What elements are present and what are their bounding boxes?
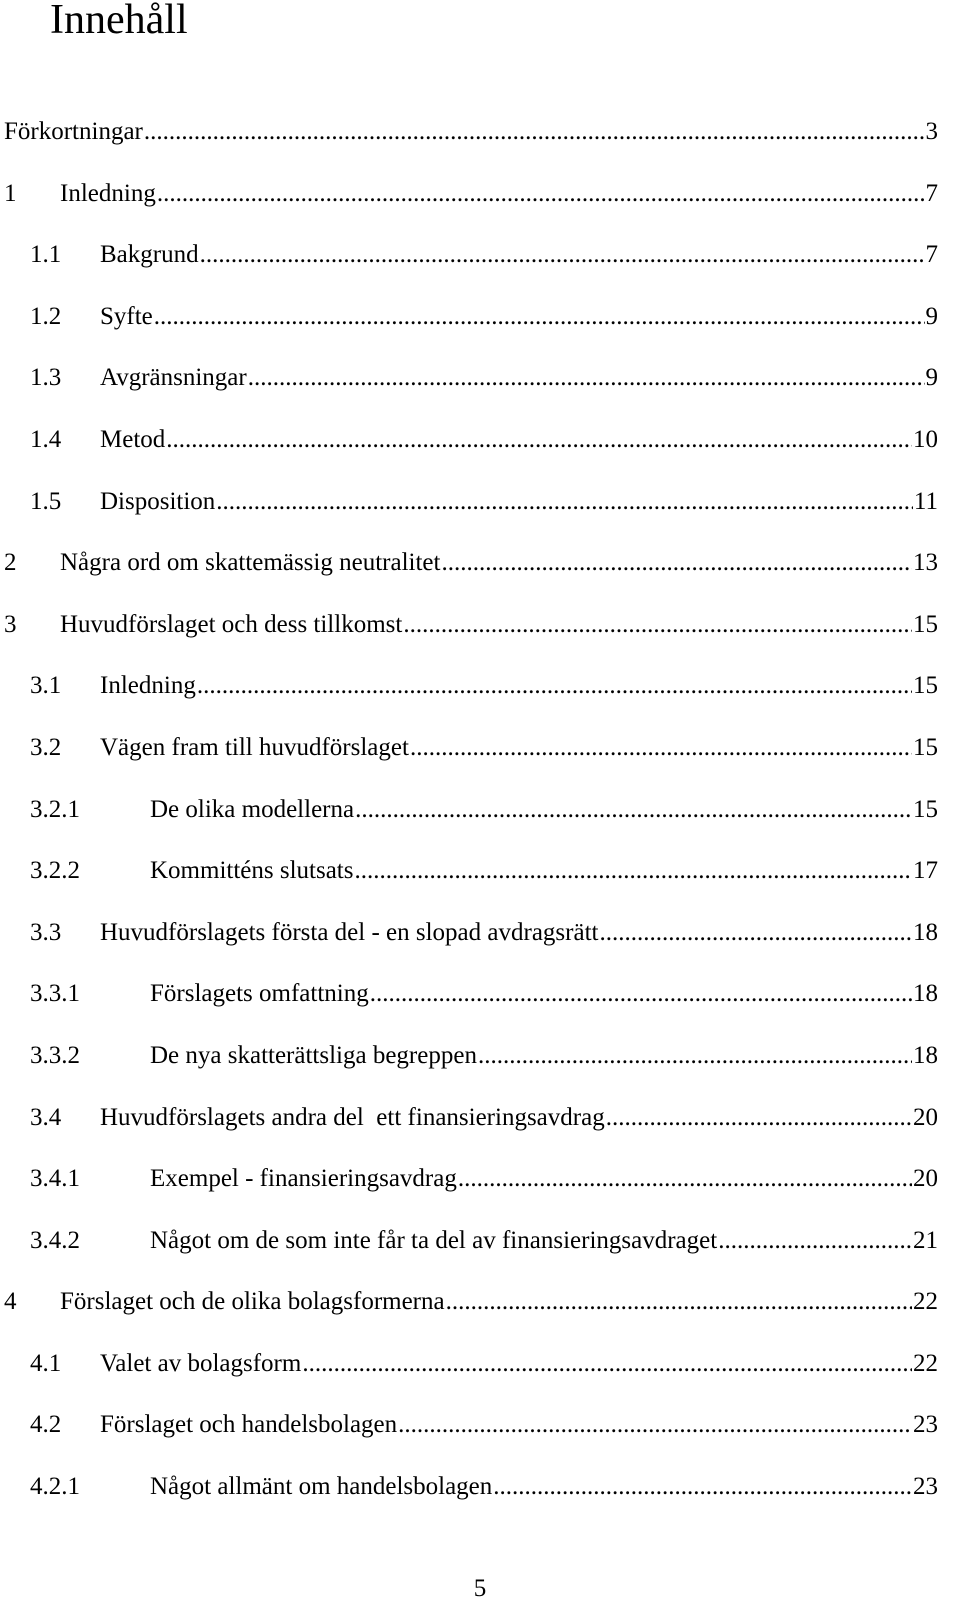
toc-entry-page: 7 <box>925 241 938 269</box>
toc-entry-number: 3.3.1 <box>30 980 80 1008</box>
toc-entry[interactable] <box>0 113 960 175</box>
toc-entry-page: 9 <box>925 302 938 330</box>
toc-entry[interactable] <box>0 606 960 668</box>
toc-entry[interactable] <box>0 1345 960 1407</box>
toc-entry-number: 3.3.2 <box>30 1041 80 1069</box>
toc-entry-title: Förslaget och handelsbolagen <box>100 1411 398 1439</box>
dot-leader <box>599 914 912 952</box>
toc-entry-title: De olika modellerna <box>150 795 355 823</box>
toc-entry[interactable] <box>0 1160 960 1222</box>
toc-entry[interactable] <box>0 852 960 914</box>
toc-entry-number: 4.1 <box>30 1349 62 1377</box>
dot-leader <box>302 1345 912 1383</box>
toc-entry[interactable] <box>0 1099 960 1161</box>
toc-entry-number: 3.2 <box>30 733 62 761</box>
dot-leader <box>398 1406 912 1444</box>
toc-entry[interactable] <box>0 483 960 545</box>
toc-entry-page: 23 <box>913 1473 938 1501</box>
toc-entry-title: Inledning <box>60 179 156 207</box>
toc-entry-title: Något allmänt om handelsbolagen <box>150 1473 493 1501</box>
toc-entry-page: 22 <box>913 1349 938 1377</box>
toc-entry-number: 4.2.1 <box>30 1473 80 1501</box>
toc-entry-page: 18 <box>913 918 938 946</box>
toc-entry-page: 15 <box>913 733 938 761</box>
toc-entry-title: Förslagets omfattning <box>150 980 369 1008</box>
toc-entry[interactable] <box>0 175 960 237</box>
toc-entry[interactable] <box>0 791 960 853</box>
table-of-contents <box>0 113 960 1530</box>
toc-entry[interactable] <box>0 1468 960 1530</box>
toc-entry-page: 3 <box>925 118 938 145</box>
toc-entry[interactable] <box>0 298 960 360</box>
dot-leader <box>370 975 912 1013</box>
toc-entry-number: 1 <box>4 179 17 207</box>
toc-entry-number: 3.1 <box>30 672 62 700</box>
dot-leader <box>154 298 925 336</box>
toc-entry-page: 23 <box>913 1411 938 1439</box>
toc-entry-title: Kommitténs slutsats <box>150 857 354 885</box>
toc-entry-title: Något om de som inte får ta del av finansieringsavdraget <box>150 1226 718 1254</box>
dot-leader <box>403 606 912 644</box>
toc-entry-number: 3 <box>4 610 17 638</box>
toc-entry[interactable] <box>0 667 960 729</box>
toc-entry-number: 1.3 <box>30 364 62 392</box>
toc-entry-title: Avgränsningar <box>100 364 247 392</box>
toc-entry-page: 10 <box>913 425 938 453</box>
toc-entry-page: 18 <box>913 980 938 1008</box>
dot-leader <box>410 729 912 767</box>
dot-leader <box>446 1283 912 1321</box>
toc-entry-number: 3.2.1 <box>30 795 80 823</box>
dot-leader <box>157 175 925 213</box>
toc-entry-page: 11 <box>913 487 938 515</box>
toc-entry[interactable] <box>0 421 960 483</box>
toc-entry-page: 18 <box>913 1041 938 1069</box>
toc-entry[interactable] <box>0 236 960 298</box>
toc-entry-number: 3.4.2 <box>30 1226 80 1254</box>
toc-entry-number: 3.4.1 <box>30 1165 80 1193</box>
toc-entry-page: 15 <box>913 672 938 700</box>
dot-leader <box>441 544 912 582</box>
dot-leader <box>493 1468 912 1506</box>
toc-entry-title: Förkortningar <box>4 118 143 145</box>
dot-leader <box>166 421 912 459</box>
toc-entry[interactable] <box>0 1037 960 1099</box>
toc-entry-title: Disposition <box>100 487 216 515</box>
toc-entry-number: 4.2 <box>30 1411 62 1439</box>
toc-entry-number: 1.4 <box>30 425 62 453</box>
toc-entry-title: Huvudförslagets andra del ett finansieringsavdrag <box>100 1103 605 1131</box>
toc-entry-page: 15 <box>913 795 938 823</box>
toc-entry[interactable] <box>0 359 960 421</box>
toc-entry-page: 15 <box>913 610 938 638</box>
toc-entry-title: Inledning <box>100 672 196 700</box>
dot-leader <box>355 791 912 829</box>
toc-entry-title: Förslaget och de olika bolagsformerna <box>60 1288 445 1316</box>
toc-entry-title: Huvudförslaget och dess tillkomst <box>60 610 403 638</box>
dot-leader <box>248 359 925 397</box>
toc-entry-title: Syfte <box>100 302 153 330</box>
dot-leader <box>216 483 913 521</box>
page-title: Innehåll <box>50 0 188 43</box>
dot-leader <box>478 1037 912 1075</box>
toc-entry-number: 3.4 <box>30 1103 62 1131</box>
toc-entry-title: Huvudförslagets första del - en slopad avdragsrätt <box>100 918 599 946</box>
toc-entry-number: 1.5 <box>30 487 62 515</box>
toc-entry-number: 2 <box>4 549 17 577</box>
toc-entry-page: 7 <box>925 179 938 207</box>
toc-entry[interactable] <box>0 1406 960 1468</box>
dot-leader <box>354 852 912 890</box>
dot-leader <box>718 1222 912 1260</box>
toc-entry-title: Bakgrund <box>100 241 199 269</box>
toc-entry-page: 20 <box>913 1103 938 1131</box>
toc-entry-title: Vägen fram till huvudförslaget <box>100 733 409 761</box>
toc-entry[interactable] <box>0 914 960 976</box>
toc-entry-title: Metod <box>100 425 166 453</box>
dot-leader <box>200 236 925 274</box>
dot-leader <box>458 1160 912 1198</box>
toc-entry[interactable] <box>0 544 960 606</box>
toc-entry-number: 3.2.2 <box>30 857 80 885</box>
toc-entry-title: Valet av bolagsform <box>100 1349 302 1377</box>
page-number: 5 <box>473 1575 487 1602</box>
toc-entry-page: 20 <box>913 1165 938 1193</box>
toc-entry-number: 1.2 <box>30 302 62 330</box>
toc-entry-page: 9 <box>925 364 938 392</box>
dot-leader <box>144 113 925 151</box>
toc-entry-page: 17 <box>913 857 938 885</box>
toc-entry-page: 13 <box>913 549 938 577</box>
toc-entry-page: 22 <box>913 1288 938 1316</box>
toc-entry-number: 1.1 <box>30 241 62 269</box>
toc-entry-number: 3.3 <box>30 918 62 946</box>
dot-leader <box>197 667 912 705</box>
toc-entry-title: De nya skatterättsliga begreppen <box>150 1041 477 1069</box>
toc-entry[interactable] <box>0 1283 960 1345</box>
toc-entry-title: Exempel - finansieringsavdrag <box>150 1165 457 1193</box>
toc-entry-title: Några ord om skattemässig neutralitet <box>60 549 441 577</box>
toc-entry-page: 21 <box>913 1226 938 1254</box>
toc-entry[interactable] <box>0 729 960 791</box>
dot-leader <box>606 1099 912 1137</box>
toc-entry[interactable] <box>0 1222 960 1284</box>
toc-entry-number: 4 <box>4 1288 17 1316</box>
toc-entry[interactable] <box>0 975 960 1037</box>
